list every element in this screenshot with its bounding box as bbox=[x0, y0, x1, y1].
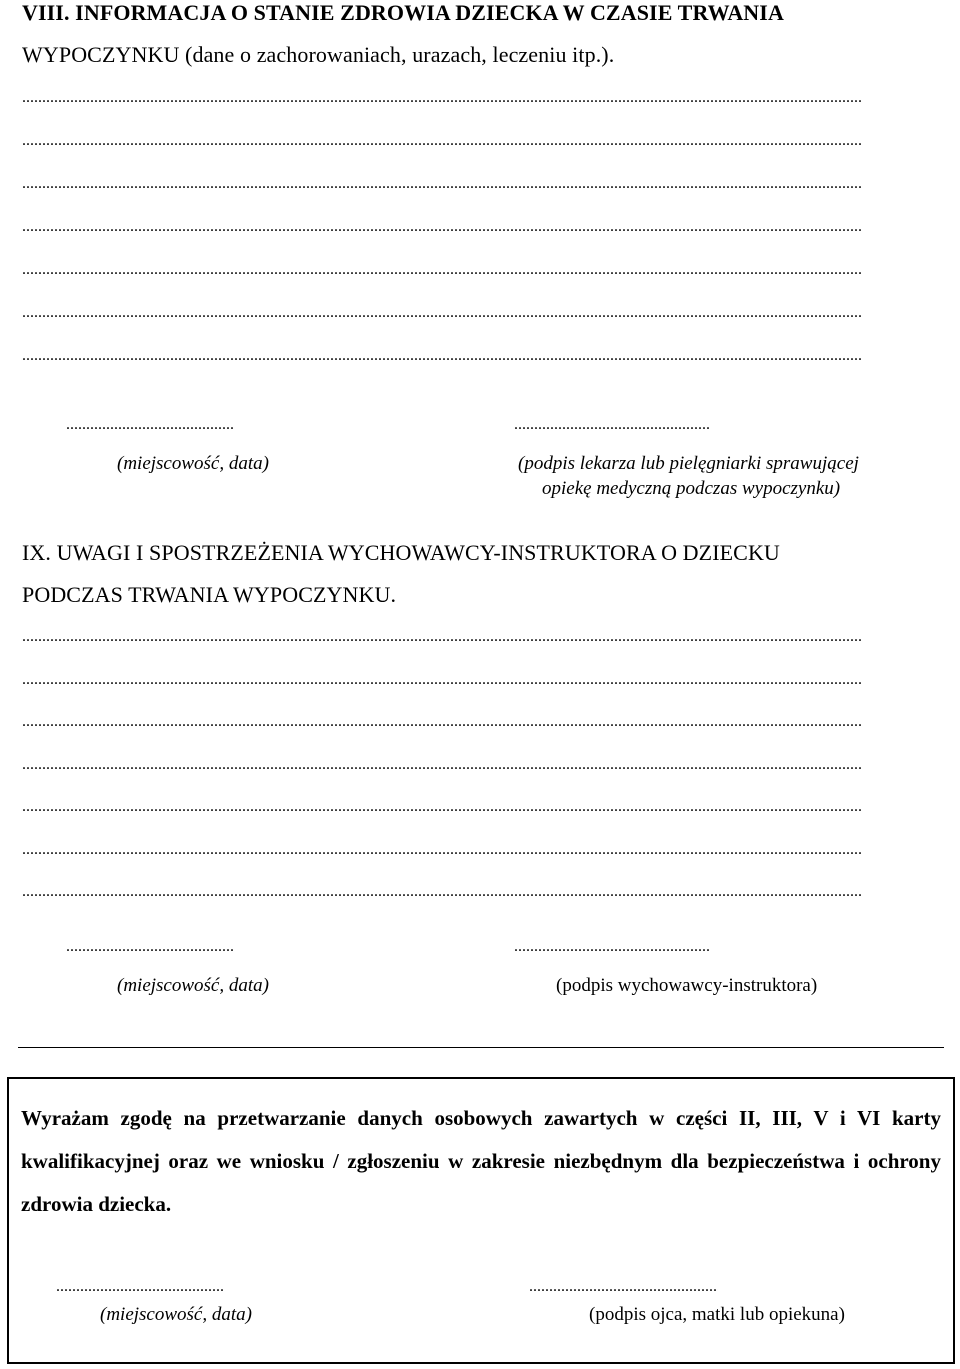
section-viii-dotted-line-4[interactable]: .................................................................................................................................................................................................................. bbox=[22, 218, 862, 235]
section-ix-place-date-dots[interactable]: .......................................... bbox=[66, 938, 234, 955]
section-viii-dotted-line-2[interactable]: .................................................................................................................................................................................................................. bbox=[22, 132, 862, 149]
section-viii-place-date-dots[interactable]: .......................................... bbox=[66, 416, 234, 433]
section-ix-dotted-line-6[interactable]: .................................................................................................................................................................................................................. bbox=[22, 841, 862, 858]
consent-signature-label: (podpis ojca, matki lub opiekuna) bbox=[589, 1304, 845, 1325]
consent-text: Wyrażam zgodę na przetwarzanie danych osobowych zawartych w części II, III, V i VI karty kwalifikacyjnej oraz we wniosku / zgłoszeniu w zakresie niezbędnym dla bezpieczeństwa i ochrony zdrowia dziecka. bbox=[21, 1106, 941, 1216]
section-ix-dotted-line-1[interactable]: .................................................................................................................................................................................................................. bbox=[22, 628, 862, 645]
section-viii-signature-label-line1: (podpis lekarza lub pielęgniarki sprawującej bbox=[518, 453, 859, 474]
section-viii-dotted-line-3[interactable]: .................................................................................................................................................................................................................. bbox=[22, 175, 862, 192]
section-viii-signature-label-line2: opiekę medyczną podczas wypoczynku) bbox=[542, 478, 841, 499]
section-viii-place-date-label: (miejscowość, data) bbox=[117, 453, 269, 474]
consent-signature-dots[interactable]: ............................................... bbox=[529, 1278, 717, 1295]
section-viii-dotted-line-1[interactable]: .................................................................................................................................................................................................................. bbox=[22, 89, 862, 106]
section-viii-signature-dots[interactable]: ................................................. bbox=[514, 416, 710, 433]
section-ix-dotted-line-7[interactable]: .................................................................................................................................................................................................................. bbox=[22, 883, 862, 900]
section-ix-signature-label: (podpis wychowawcy-instruktora) bbox=[556, 975, 818, 996]
section-ix-dotted-line-4[interactable]: .................................................................................................................................................................................................................. bbox=[22, 756, 862, 773]
section-viii-dotted-line-7[interactable]: .................................................................................................................................................................................................................. bbox=[22, 347, 862, 364]
section-separator-line bbox=[18, 1047, 944, 1048]
section-viii-title-line1: VIII. INFORMACJA O STANIE ZDROWIA DZIECKA W CZASIE TRWANIA bbox=[22, 0, 784, 25]
section-ix-dotted-line-5[interactable]: .................................................................................................................................................................................................................. bbox=[22, 798, 862, 815]
consent-place-date-dots[interactable]: .......................................... bbox=[56, 1278, 224, 1295]
section-ix-dotted-line-2[interactable]: .................................................................................................................................................................................................................. bbox=[22, 671, 862, 688]
section-ix-place-date-label: (miejscowość, data) bbox=[117, 975, 269, 996]
section-ix-signature-dots[interactable]: ................................................. bbox=[514, 938, 710, 955]
section-viii-title-line2: WYPOCZYNKU (dane o zachorowaniach, urazach, leczeniu itp.). bbox=[22, 42, 615, 67]
section-viii-dotted-line-6[interactable]: .................................................................................................................................................................................................................. bbox=[22, 304, 862, 321]
section-ix-dotted-line-3[interactable]: .................................................................................................................................................................................................................. bbox=[22, 713, 862, 730]
section-ix-title-line1: IX. UWAGI I SPOSTRZEŻENIA WYCHOWAWCY-INSTRUKTORA O DZIECKU bbox=[22, 540, 780, 565]
section-viii-dotted-line-5[interactable]: .................................................................................................................................................................................................................. bbox=[22, 261, 862, 278]
consent-place-date-label: (miejscowość, data) bbox=[100, 1304, 252, 1325]
section-ix-title-line2: PODCZAS TRWANIA WYPOCZYNKU. bbox=[22, 582, 397, 607]
consent-box bbox=[7, 1077, 955, 1364]
